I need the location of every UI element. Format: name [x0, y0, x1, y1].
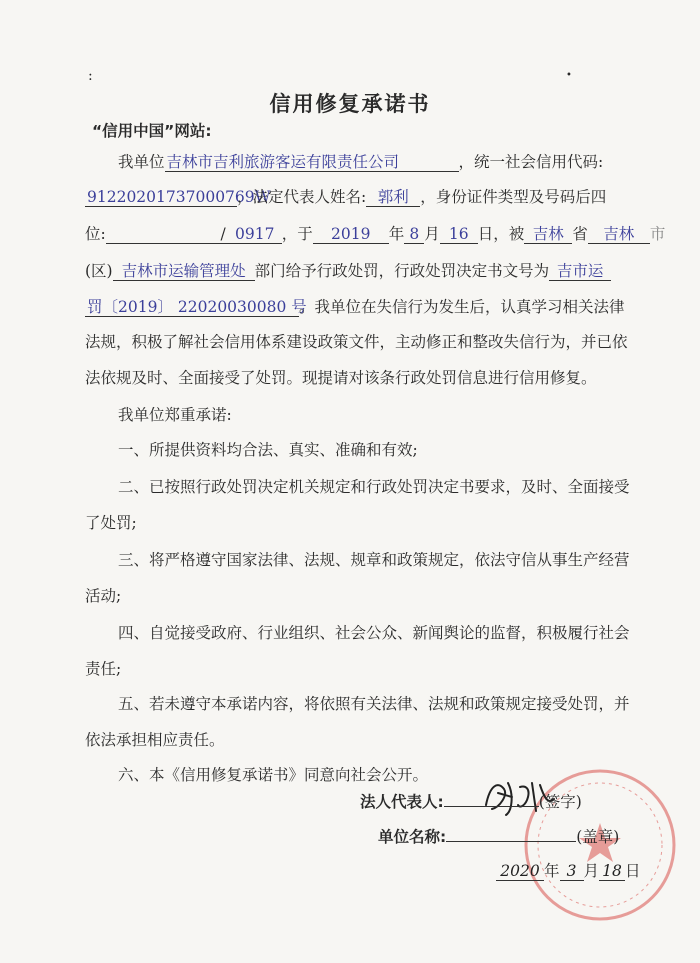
rep-signature-label: 法人代表人: — [360, 793, 444, 811]
p1-line-6: 法规，积极了解社会信用体系建设政策文件，主动修正和整改失信行为，并已依 — [85, 333, 628, 351]
pledge-item-5: 五、若未遵守本承诺内容，将依照有关法律、法规和政策规定接受处罚，并 — [118, 695, 630, 713]
margin-mark: : — [88, 68, 93, 84]
pledge-item-2: 二、已按照行政处罚决定机关规定和行政处罚决定书要求，及时、全面接受 — [118, 478, 630, 496]
addressee: “信用中国”网站: — [92, 122, 212, 140]
rep-signature-suffix: (签字) — [538, 793, 582, 811]
margin-dot: • — [566, 70, 572, 81]
pledge-item-6: 六、本《信用修复承诺书》同意向社会公开。 — [118, 766, 429, 784]
pledge-item-3: 三、将严格遵守国家法律、法规、规章和政策规定，依法守信从事生产经营 — [118, 551, 630, 569]
p1-prefix: 我单位 — [118, 153, 165, 171]
date-year-unit: 年 — [544, 862, 560, 880]
district-unit: (区) — [85, 262, 113, 280]
date-year-field: 2020 — [496, 864, 544, 881]
p1-line-5 — [85, 300, 625, 317]
pledge-item-2-cont: 了处罚; — [85, 514, 137, 532]
penalty-month-field: 8 — [404, 227, 424, 244]
date-month-unit: 月 — [583, 862, 600, 880]
unit-seal-suffix: (盖章) — [576, 828, 620, 846]
pledge-item-4: 四、自觉接受政府、行业组织、社会公众、新闻舆论的监督，积极履行社会 — [118, 624, 630, 642]
pledge-item-5-cont: 依法承担相应责任。 — [85, 731, 225, 749]
id-type-field: / — [106, 227, 228, 244]
date-month-field: 3 — [560, 864, 584, 881]
month-unit: 月 — [424, 225, 440, 243]
penalty-day-field: 16 — [440, 227, 478, 244]
pledge-intro: 我单位郑重承诺: — [118, 406, 232, 424]
id-label: ，身份证件类型及号码后四 — [420, 188, 607, 206]
p1-line-2 — [85, 190, 606, 207]
document-title: 信用修复承诺书 — [269, 92, 431, 116]
penalty-year-field: 2019 — [313, 227, 389, 244]
company-name-field: 吉林市吉利旅游客运有限责任公司 — [165, 155, 459, 172]
doc-number-field-a: 吉市运 — [549, 264, 611, 281]
pledge-item-1: 一、所提供资料均合法、真实、准确和有效; — [118, 441, 418, 459]
rep-label: ，法定代表人姓名: — [237, 188, 367, 206]
city-unit: 市 — [649, 225, 666, 243]
id-tail-field: 0917 — [228, 227, 282, 244]
signing-date — [496, 864, 641, 881]
doc-number-field-b: 罚〔2019〕 22020030080 号 — [87, 298, 307, 316]
unit-seal-row — [378, 830, 619, 846]
p1-line-7: 法依规及时、全面接受了处罚。现提请对该条行政处罚信息进行信用修复。 — [85, 369, 597, 387]
day-unit: 日，被 — [477, 225, 525, 243]
unit-name-field[interactable] — [446, 841, 576, 842]
credit-code-field: 91220201737000769W — [87, 188, 271, 206]
date-day-field: 18 — [599, 864, 625, 881]
rep-signature-field[interactable] — [444, 806, 539, 807]
penalty-text: 部门给予行政处罚，行政处罚决定书文号为 — [254, 262, 550, 280]
city-field: 吉林 — [588, 227, 650, 244]
pledge-item-3-cont: 活动; — [85, 587, 122, 605]
province-unit: 省 — [572, 225, 588, 243]
p1-line-4 — [85, 264, 611, 281]
id-label-2: 位: — [85, 225, 106, 243]
pledge-item-4-cont: 责任; — [85, 660, 122, 678]
rep-signature-row — [360, 795, 582, 811]
date-day-unit: 日 — [625, 862, 641, 880]
unit-name-label: 单位名称: — [378, 828, 447, 846]
department-field: 吉林市运输管理处 — [113, 264, 255, 281]
date-on: ，于 — [281, 225, 313, 243]
p1-line-1 — [118, 155, 603, 172]
p1-line-3 — [85, 227, 665, 244]
rep-name-field: 郭利 — [366, 190, 420, 207]
province-field: 吉林 — [524, 227, 572, 244]
p1-rest-1: 。我单位在失信行为发生后，认真学习相关法律 — [299, 298, 625, 316]
credit-code-label: ，统一社会信用代码: — [458, 153, 604, 171]
year-unit: 年 — [388, 225, 405, 243]
